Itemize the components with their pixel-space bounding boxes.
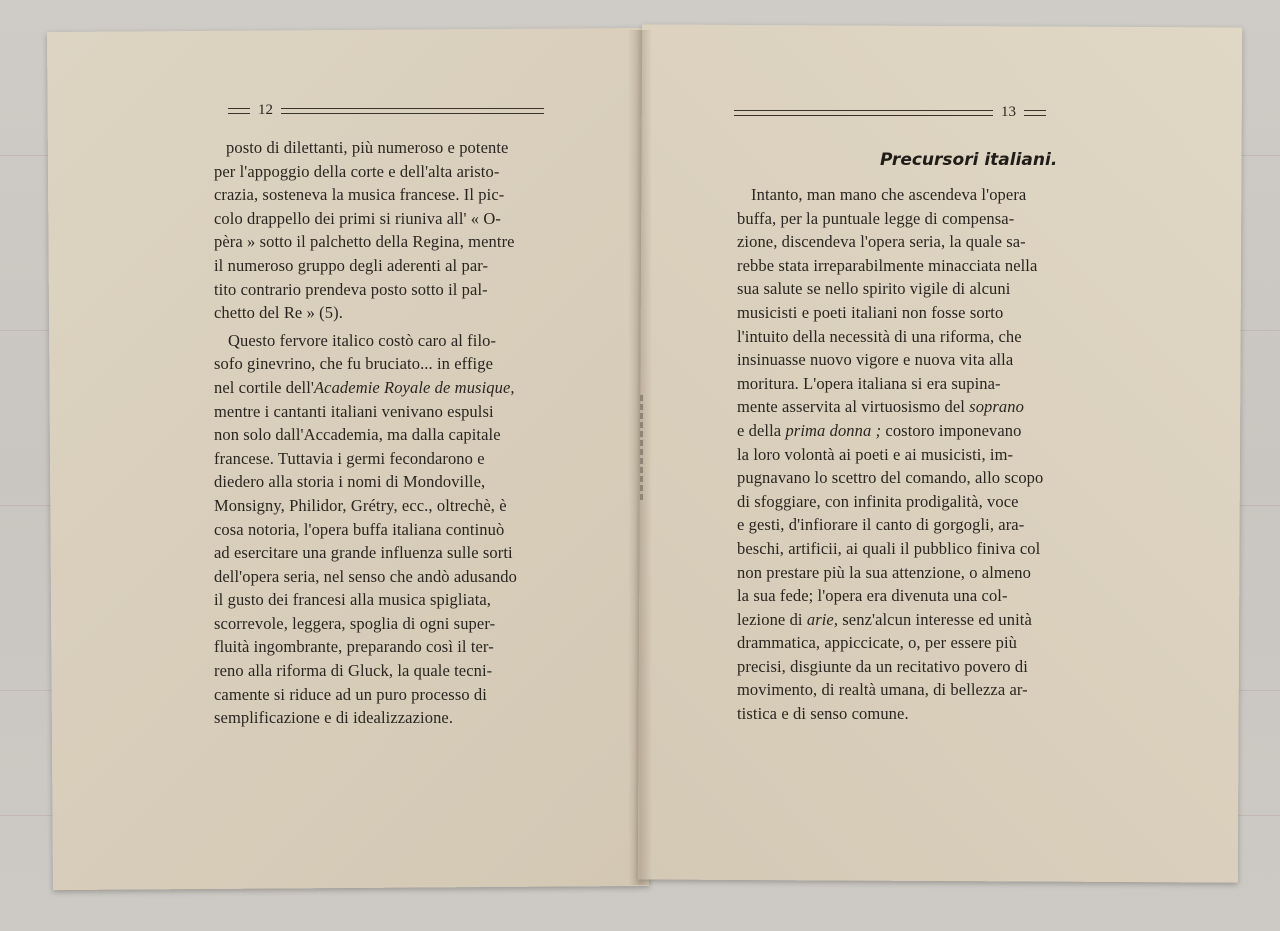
text-line: musicisti e poeti italiani non fosse sorto — [737, 302, 1004, 322]
text-line: ad esercitare una grande influenza sulle sorti — [214, 543, 513, 563]
text-line: la loro volontà ai poeti e ai musicisti, im- — [737, 444, 1014, 464]
left-page-number: 12 — [258, 102, 273, 118]
text-line: camente si riduce ad un puro processo di — [214, 684, 487, 704]
text-fragment: senz'alcun interesse ed unità — [838, 609, 1032, 629]
text-line: mentre i cantanti italiani venivano espulsi — [214, 401, 494, 421]
text-fragment: nel cortile dell' — [214, 377, 314, 397]
italic-soprano: soprano — [969, 397, 1024, 417]
right-page-number: 13 — [1001, 104, 1016, 120]
text-fragment: costoro imponevano — [881, 420, 1022, 440]
binding-stitch — [640, 395, 643, 500]
text-line: pugnavano lo scettro del comando, allo scopo — [737, 468, 1044, 488]
left-page-text — [214, 136, 545, 730]
text-line: movimento, di realtà umana, di bellezza ar- — [737, 680, 1028, 700]
text-line: il numeroso gruppo degli aderenti al par- — [214, 255, 489, 275]
text-fragment: mente asservita al virtuosismo del — [737, 397, 965, 417]
text-line: colo drappello dei primi si riuniva all' « O- — [214, 208, 501, 228]
section-heading: Precursori italiani. — [880, 150, 1058, 170]
text-line: moritura. L'opera italiana si era supina- — [737, 373, 1001, 393]
text-line: tistica e di senso comune. — [737, 704, 909, 724]
text-line: la sua fede; l'opera era divenuta una col- — [737, 586, 1008, 606]
text-line: dell'opera seria, nel senso che andò adusando — [214, 566, 517, 586]
text-line: il gusto dei francesi alla musica spigliata, — [214, 590, 492, 610]
text-line: diedero alla storia i nomi di Mondoville, — [214, 472, 486, 492]
text-line: reno alla riforma di Gluck, la quale tecni- — [214, 661, 493, 681]
text-fragment: lezione di — [737, 609, 803, 629]
text-line: scorrevole, leggera, spoglia di ogni super- — [214, 613, 496, 633]
text-line: francese. Tuttavia i germi fecondarono e — [214, 448, 485, 468]
text-line: Questo fervore italico costò caro al filo- — [228, 330, 497, 350]
text-line: sua salute se nello spirito vigile di alcuni — [737, 279, 1011, 299]
text-line: Intanto, man mano che ascendeva l'opera — [751, 185, 1027, 204]
text-line: crazia, sosteneva la musica francese. Il pic- — [214, 185, 505, 205]
italic-prima-donna: prima donna ; — [785, 420, 882, 440]
text-line: rebbe stata irreparabilmente minacciata nella — [737, 255, 1038, 275]
italic-institution-name: Academie Royale de musique, — [313, 377, 515, 397]
text-line: cosa notoria, l'opera buffa italiana continuò — [214, 519, 505, 539]
text-line: semplificazione e di idealizzazione. — [214, 708, 454, 728]
text-line: chetto del Re » (5). — [214, 303, 343, 323]
text-line: drammatica, appiccicate, o, per essere più — [737, 633, 1017, 653]
text-fragment: e della — [737, 420, 782, 440]
text-line: non prestare più la sua attenzione, o almeno — [737, 562, 1031, 582]
text-line: buffa, per la puntuale legge di compensa- — [737, 208, 1015, 228]
text-line: e gesti, d'infiorare il canto di gorgogli, ara- — [737, 515, 1025, 535]
text-line: posto di dilettanti, più numeroso e potente — [226, 138, 509, 157]
text-line: precisi, disgiunte da un recitativo povero di — [737, 656, 1028, 676]
text-line: l'intuito della necessità di una riforma, che — [737, 326, 1022, 346]
text-line: beschi, artificii, ai quali il pubblico finiva col — [737, 538, 1041, 558]
text-line — [737, 419, 1053, 443]
text-line: di sfoggiare, con infinita prodigalità, voce — [737, 491, 1019, 511]
right-page-header — [734, 104, 1046, 121]
text-line: per l'appoggio della corte e dell'alta aristo- — [214, 161, 500, 181]
left-page-header — [228, 102, 544, 119]
text-line: insinuasse nuovo vigore e nuova vita alla — [737, 350, 1014, 370]
text-line: sofo ginevrino, che fu bruciato... in effige — [214, 354, 494, 374]
text-line: tito contrario prendeva posto sotto il pal- — [214, 279, 488, 299]
text-line: pèra » sotto il palchetto della Regina, mentre — [214, 232, 515, 252]
text-line: fluità ingombrante, preparando così il ter- — [214, 637, 494, 657]
italic-arie: arie, — [806, 609, 839, 629]
text-line — [214, 376, 545, 400]
right-page-text — [737, 183, 1053, 726]
text-line — [737, 395, 1053, 419]
text-line — [737, 608, 1053, 632]
text-line: zione, discendeva l'opera seria, la quale sa- — [737, 232, 1026, 252]
text-line: non solo dall'Accademia, ma dalla capitale — [214, 425, 501, 445]
text-line: Monsigny, Philidor, Grétry, ecc., oltrechè, è — [214, 495, 507, 515]
